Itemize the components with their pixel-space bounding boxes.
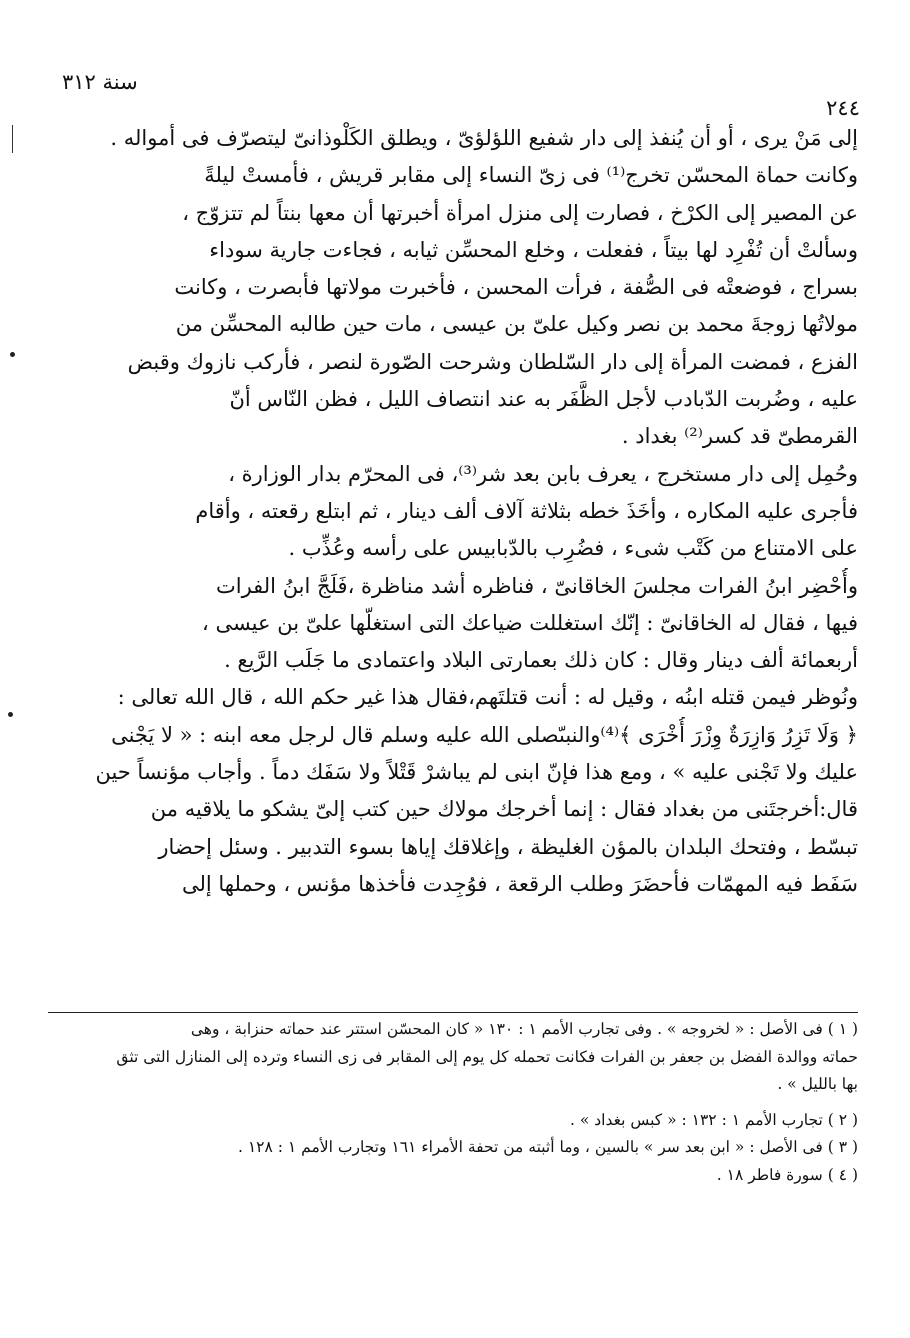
running-header-year: سنة ٣١٢ xyxy=(62,70,138,94)
text-line: سَفَط فيه المهمّات فأحضَرَ وطلب الرقعة ، فوُجِدت فأخذها مؤنس ، وحملها إلى xyxy=(181,871,858,896)
text-line: وكانت حماة المحسّن تخرج⁽¹⁾ فى زىّ النساء إلى مقابر قريش ، فأمستْ ليلةً xyxy=(204,163,858,188)
footnote-spacer xyxy=(46,1099,858,1107)
footnote-line: ( ١ ) فى الأصل : « لخروجه » . وفى تجارب الأمم ١ : ١٣٠ « كان المحسّن استتر عند حماته حنزابة ، وهى xyxy=(190,1020,858,1038)
text-line: فأجرى عليه المكاره ، وأخَذَ خطه بثلاثة آلاف ألف دينار ، ثم ابتلع رقعته ، وأقام xyxy=(195,498,858,523)
margin-dot-mark xyxy=(10,352,15,357)
text-line: أربعمائة ألف دينار وقال : كان ذلك بعمارتى البلاد واعتمادى ما جَلَب الرَّيع . xyxy=(224,648,858,673)
text-line: ﴿ وَلَا تَزِرُ وَازِرَةٌ وِزْرَ أُخْرَى ﴾⁽⁴⁾والنبىّصلى الله عليه وسلم قال لرجل معه ابنه : « لا يَجْنى xyxy=(111,722,858,747)
text-line: مولاتُها زوجةَ محمد بن نصر وكيل علىّ بن عيسى ، مات حين طالبه المحسِّن من xyxy=(175,312,858,337)
text-line: وحُمِل إلى دار مستخرج ، يعرف بابن بعد شر⁽³⁾، فى المحرّم بدار الوزارة ، xyxy=(228,461,858,486)
margin-dot-mark xyxy=(8,712,13,717)
main-text xyxy=(46,120,858,903)
text-line: قال:أخرجتَنى من بغداد فقال : إنما أخرجك مولاك حين كتب إلىّ يشكو ما يلاقيه من xyxy=(150,797,858,822)
text-line: على الامتناع من كَتْب شىء ، فضُرِب بالدّبابيس على رأسه وعُذِّب . xyxy=(288,536,858,561)
text-line: عليه ، وضُربت الدّبادب لأجل الظَّفَر به عند انتصاف الليل ، فظن النّاس أنّ xyxy=(229,387,858,412)
margin-rule-mark xyxy=(12,125,13,153)
text-line: القرمطىّ قد كسر⁽²⁾ بغداد . xyxy=(621,424,858,449)
text-line: تبسّط ، وفتحك البلدان بالمؤن الغليظة ، وإغلاقك إياها بسوء التدبير . وسئل إحضار xyxy=(158,834,858,859)
text-line: عن المصير إلى الكرْخ ، فصارت إلى منزل امرأة أخبرتها أن معها بنتاً لم تتزوّج ، xyxy=(182,200,858,225)
footnote-line: ( ٤ ) سورة فاطر ١٨ . xyxy=(716,1165,858,1184)
text-line: وسألتْ أن تُفْرِد لها بيتاً ، ففعلت ، وخلع المحسِّن ثيابه ، فجاءت جارية سوداء xyxy=(209,237,858,262)
text-line: ونُوظر فيمن قتله ابنُه ، وقيل له : أنت قتلتَهم،فقال هذا غير حكم الله ، قال الله تعالى : xyxy=(117,685,858,710)
page-number: ٢٤٤ xyxy=(826,96,860,120)
footnote-line: ( ٢ ) تجارب الأمم ١ : ١٣٢ : « كبس بغداد » . xyxy=(570,1110,858,1129)
footnote-line: ( ٣ ) فى الأصل : « ابن بعد سر » بالسين ، وما أثبته من تحفة الأمراء ١٦١ وتجارب الأمم ١ : ١٢٨ . xyxy=(238,1138,858,1156)
footnote-line: بها بالليل » . xyxy=(777,1075,858,1093)
text-line: إلى مَنْ يرى ، أو أن يُنفذ إلى دار شفيع اللؤلؤىّ ، ويطلق الكَلْوذانىّ ليتصرّف فى أمواله . xyxy=(110,126,858,150)
text-line: فيها ، فقال له الخاقانىّ : إنّك استغللت ضياعك التى استغلّها علىّ بن عيسى ، xyxy=(201,610,858,635)
footnote-line: حماته ووالدة الفضل بن جعفر بن الفرات فكانت تحمله كل يوم إلى المقابر فى زى النساء وترده إلى المنازل التى تثق xyxy=(116,1047,858,1066)
text-line: وأُحْضِر ابنُ الفرات مجلسَ الخاقانىّ ، فناظره أشد مناظرة ،فَلَجَّ ابنُ الفرات xyxy=(215,573,858,598)
text-line: عليك ولا تَجْنى عليه » ، ومع هذا فإنّ ابنى لم يباشرْ قَتْلاً ولا سَفَك دماً . وأجاب مؤنساً حين xyxy=(95,760,858,785)
text-line: الفزع ، فمضت المرأة إلى دار السّلطان وشرحت الصّورة لنصر ، فأركب نازوك وقبض xyxy=(127,349,858,374)
footnote-divider xyxy=(48,1012,858,1013)
text-line: بسراج ، فوضعتْه فى الصُّفة ، فرأت المحسن ، فأخبرت مولاتها فأبصرت ، وكانت xyxy=(174,275,858,300)
footnotes xyxy=(46,1016,858,1189)
